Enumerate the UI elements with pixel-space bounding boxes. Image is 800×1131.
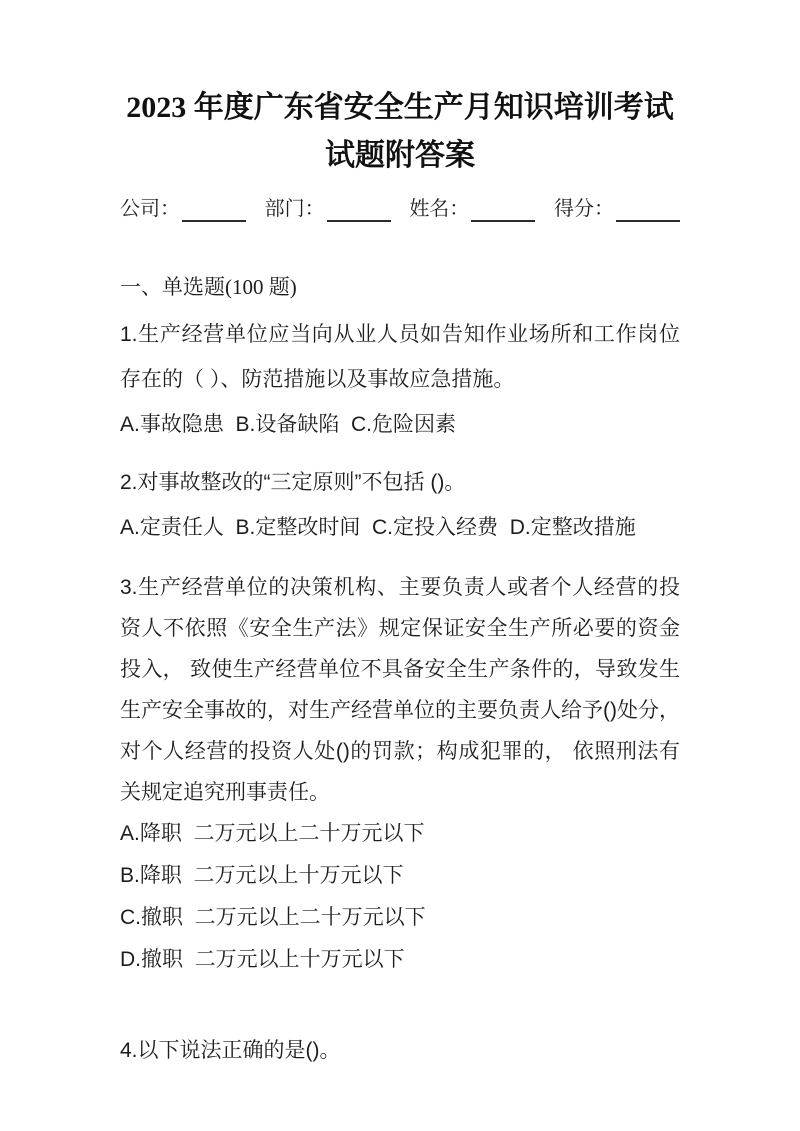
question-4: [120, 1028, 680, 1073]
fill-in-blank-company: [182, 200, 246, 222]
question-2-text: 2.对事故整改的“三定原则”不包括 ()。: [120, 471, 466, 494]
question-3-option-c: C.撤职 二万元以上二十万元以下: [120, 906, 426, 929]
question-1-text: 1.生产经营单位应当向从业人员如告知作业场所和工作岗位存在的（ ）、防范措施以及事故应急措施。: [120, 323, 680, 391]
question-3: [120, 567, 680, 981]
document-title: [120, 84, 680, 180]
question-3-option-b: B.降职 二万元以上十万元以下: [120, 864, 404, 887]
section-heading: 一、单选题(100 题): [120, 275, 297, 299]
title-line-2: 试题附答案: [325, 139, 475, 172]
question-4-text: 4.以下说法正确的是()。: [120, 1039, 341, 1062]
info-label-company: 公司：: [120, 198, 180, 220]
info-field-score: [554, 196, 680, 222]
info-label-name: 姓名：: [409, 198, 470, 220]
fill-in-blank-score: [616, 200, 680, 222]
question-2: [120, 460, 680, 550]
question-2-options: A.定责任人 B.定整改时间 C.定投入经费 D.定整改措施: [120, 516, 636, 539]
question-1-options: A.事故隐患 B.设备缺陷 C.危险因素: [120, 413, 457, 436]
info-label-department: 部门：: [264, 198, 325, 220]
info-field-department: [265, 196, 391, 222]
info-line: [120, 196, 680, 222]
info-label-score: 得分：: [553, 198, 614, 220]
question-1: [120, 312, 680, 447]
question-3-option-d: D.撤职 二万元以上十万元以下: [120, 948, 405, 971]
fill-in-blank-department: [327, 200, 391, 222]
info-field-name: [409, 196, 535, 222]
title-line-1: 2023 年度广东省安全生产月知识培训考试: [126, 91, 674, 124]
question-3-option-a: A.降职 二万元以上二十万元以下: [120, 822, 425, 845]
question-3-text: 3.生产经营单位的决策机构、主要负责人或者个人经营的投资人不依照《安全生产法》规定保证安全生产所必要的资金投入， 致使生产经营单位不具备安全生产条件的，导致发生生产安全事故的，对生产经营单位的主要负责人给予()处分，对个人经营的投资人处()的罚款；构成犯罪的， 依照刑法有关规定追究刑事责任。: [120, 576, 680, 804]
fill-in-blank-name: [471, 200, 535, 222]
info-field-company: [120, 196, 246, 222]
